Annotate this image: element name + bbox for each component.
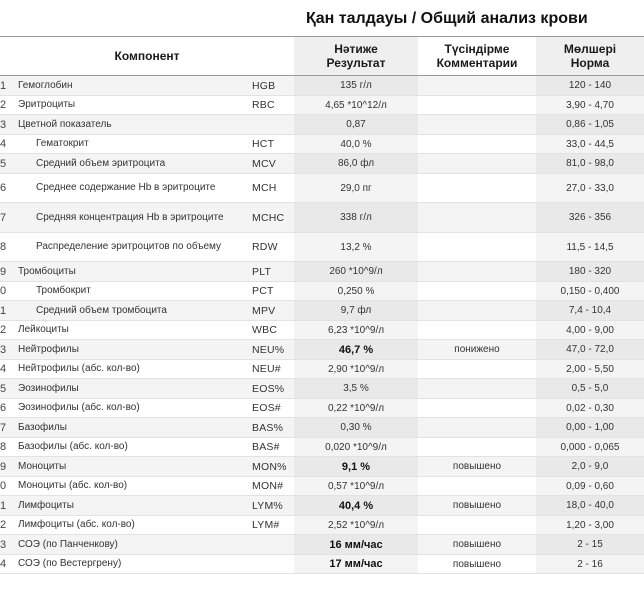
component-name: Эозинофилы [18,382,79,394]
row-number: 7 [0,211,7,224]
component-code [252,115,294,135]
norm-range: 18,0 - 40,0 [536,496,644,516]
table-row [0,262,644,282]
component-code: BAS# [252,441,280,454]
header-comment-kz: Түсіндірме [444,42,510,56]
norm-range: 7,4 - 10,4 [536,301,644,321]
row-number: 3 [0,343,7,356]
result-value: 9,1 % [294,457,418,477]
norm-range: 4,00 - 9,00 [536,321,644,341]
component-code: RDW [252,241,278,254]
result-value: 86,0 фл [294,154,418,174]
component-name: Эозинофилы (абс. кол-во) [18,402,140,414]
result-value: 3,5 % [294,379,418,399]
header-result-ru: Результат [326,56,386,70]
row-number: 1 [0,304,7,317]
row-number: 1 [0,79,7,92]
norm-range: 120 - 140 [536,76,644,96]
table-row [0,418,644,438]
result-value: 4,65 *10^12/л [294,96,418,116]
norm-range: 0,09 - 0,60 [536,477,644,497]
row-number: 0 [0,285,7,298]
table-row [0,477,644,497]
component-code [252,555,294,575]
header-norm-kz: Мөлшері [563,42,617,56]
header-norm [536,37,644,75]
component-name: Средняя концентрация Hb в эритроците [36,211,224,223]
component-name: Тромбокрит [36,285,91,297]
component-name: СОЭ (по Панченкову) [18,538,118,550]
component-name: Распределение эритроцитов по объему [36,241,222,253]
table-row [0,154,644,174]
component-code: EOS# [252,402,281,415]
comment-value: повышено [452,500,502,512]
component-code: MCH [252,182,277,195]
component-name: Нейтрофилы [18,343,79,355]
result-value: 29,0 пг [294,174,418,204]
table-row [0,379,644,399]
norm-range: 0,150 - 0,400 [536,282,644,302]
comment-value: повышено [452,461,502,473]
comment-value [418,516,536,536]
component-name: Средний объем эритроцита [36,157,166,169]
component-code [252,535,294,555]
comment-value [418,262,536,282]
component-code: LYM# [252,519,280,532]
result-value: 6,23 *10^9/л [294,321,418,341]
result-value: 40,4 % [294,496,418,516]
header-component [0,37,294,75]
comment-value: повышено [452,539,502,551]
comment-value: повышено [452,558,502,570]
norm-range: 326 - 356 [536,203,644,233]
component-name: Гемоглобин [18,79,73,91]
component-name: Лейкоциты [18,324,69,336]
row-number: 9 [0,265,7,278]
comment-value [418,321,536,341]
table-row [0,399,644,419]
result-value: 13,2 % [294,233,418,263]
component-code: PLT [252,265,272,278]
comment-value [418,233,536,263]
row-number: 2 [0,324,7,337]
table-row [0,233,644,263]
table-row [0,301,644,321]
table-row [0,135,644,155]
norm-range: 2 - 15 [536,535,644,555]
row-number: 3 [0,538,7,551]
row-number: 6 [0,402,7,415]
row-number: 1 [0,499,7,512]
norm-range: 0,00 - 1,00 [536,418,644,438]
table-row [0,321,644,341]
row-number: 5 [0,382,7,395]
report-title: Қан талдауы / Общий анализ крови [306,10,588,27]
row-number: 7 [0,421,7,434]
comment-value [418,399,536,419]
comment-value [418,174,536,204]
component-code: WBC [252,324,278,337]
comment-value [418,154,536,174]
result-value: 2,52 *10^9/л [294,516,418,536]
table-row [0,555,644,575]
component-code: RBC [252,99,275,112]
result-value: 260 *10^9/л [294,262,418,282]
row-number: 4 [0,138,7,151]
component-name: Гематокрит [36,138,89,150]
row-number: 8 [0,241,7,254]
component-name: Базофилы [18,421,67,433]
component-code: MCV [252,157,276,170]
table-row [0,535,644,555]
result-value: 0,250 % [294,282,418,302]
component-name: Среднее содержание Hb в эритроците [36,182,216,194]
table-row [0,360,644,380]
component-code: MON# [252,480,284,493]
comment-value [418,360,536,380]
norm-range: 2,0 - 9,0 [536,457,644,477]
norm-range: 27,0 - 33,0 [536,174,644,204]
norm-range: 3,90 - 4,70 [536,96,644,116]
component-name: Базофилы (абс. кол-во) [18,441,128,453]
component-name: Цветной показатель [18,118,112,130]
header-comment [418,37,536,75]
table-row [0,457,644,477]
component-name: Средний объем тромбоцита [36,304,167,316]
row-divider [0,573,644,574]
norm-range: 0,86 - 1,05 [536,115,644,135]
comment-value [418,96,536,116]
norm-range: 81,0 - 98,0 [536,154,644,174]
row-number: 0 [0,480,7,493]
component-name: Нейтрофилы (абс. кол-во) [18,363,140,375]
norm-range: 47,0 - 72,0 [536,340,644,360]
component-name: Лимфоциты (абс. кол-во) [18,519,135,531]
component-name: Лимфоциты [18,499,74,511]
comment-value [418,282,536,302]
table-row [0,516,644,536]
comment-value [418,379,536,399]
component-code: MCHC [252,211,285,224]
comment-value [418,203,536,233]
comment-value: понижено [454,344,500,356]
result-value: 0,22 *10^9/л [294,399,418,419]
component-name: Моноциты [18,460,67,472]
result-value: 135 г/л [294,76,418,96]
comment-value [418,301,536,321]
result-value: 0,57 *10^9/л [294,477,418,497]
result-value: 9,7 фл [294,301,418,321]
norm-range: 180 - 320 [536,262,644,282]
row-number: 8 [0,441,7,454]
norm-range: 0,02 - 0,30 [536,399,644,419]
table-row [0,438,644,458]
row-number: 5 [0,157,7,170]
norm-range: 0,5 - 5,0 [536,379,644,399]
table-row [0,340,644,360]
header-norm-ru: Норма [570,56,610,70]
table-row [0,496,644,516]
row-number: 4 [0,558,7,571]
result-value: 17 мм/час [294,555,418,575]
table-row [0,203,644,233]
norm-range: 33,0 - 44,5 [536,135,644,155]
comment-value [418,438,536,458]
result-value: 0,87 [294,115,418,135]
header-comment-ru: Комментарии [436,56,518,70]
result-value: 46,7 % [294,340,418,360]
component-code: LYM% [252,499,283,512]
result-value: 16 мм/час [294,535,418,555]
component-code: NEU% [252,343,285,356]
table-row [0,282,644,302]
component-name: Тромбоциты [18,265,76,277]
row-number: 2 [0,519,7,532]
header-component-label: Компонент [114,49,180,63]
component-code: PCT [252,285,274,298]
component-code: EOS% [252,382,285,395]
row-number: 3 [0,118,7,131]
component-name: Эритроциты [18,99,76,111]
row-number: 9 [0,460,7,473]
table-row [0,96,644,116]
row-number: 4 [0,363,7,376]
result-value: 338 г/л [294,203,418,233]
comment-value [418,76,536,96]
table-row [0,174,644,204]
norm-range: 0,000 - 0,065 [536,438,644,458]
comment-value [418,477,536,497]
component-code: MPV [252,304,276,317]
comment-value [418,418,536,438]
result-value: 2,90 *10^9/л [294,360,418,380]
component-code: NEU# [252,363,281,376]
results-table-body [0,76,644,574]
comment-value [418,135,536,155]
component-code: MON% [252,460,287,473]
component-name: Моноциты (абс. кол-во) [18,480,128,492]
component-code: HCT [252,138,275,151]
norm-range: 11,5 - 14,5 [536,233,644,263]
header-result [294,37,418,75]
row-number: 6 [0,182,7,195]
table-row [0,115,644,135]
comment-value [418,115,536,135]
header-result-kz: Нәтиже [334,42,378,56]
norm-range: 2 - 16 [536,555,644,575]
component-code: BAS% [252,421,284,434]
result-value: 0,020 *10^9/л [294,438,418,458]
result-value: 0,30 % [294,418,418,438]
result-value: 40,0 % [294,135,418,155]
norm-range: 2,00 - 5,50 [536,360,644,380]
table-row [0,76,644,96]
row-number: 2 [0,99,7,112]
norm-range: 1,20 - 3,00 [536,516,644,536]
component-name: СОЭ (по Вестергрену) [18,558,122,570]
component-code: HGB [252,79,276,92]
